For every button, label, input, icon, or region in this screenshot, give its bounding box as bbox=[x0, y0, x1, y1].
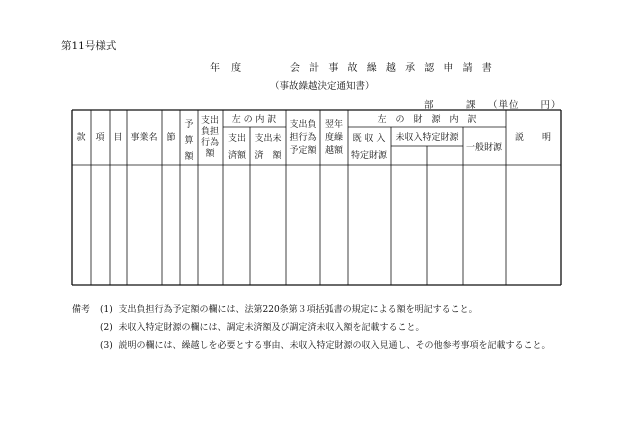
header-futan-2: 負担 bbox=[200, 127, 220, 137]
header-sa-uchiwake: 左 の 内 訳 bbox=[231, 115, 277, 125]
header-ippan: 一般財源 bbox=[465, 143, 503, 153]
header-mi-1: 支出未 bbox=[254, 134, 282, 144]
header-yokunendo-2: 度繰 bbox=[324, 133, 344, 143]
header-mi-2: 済 額 bbox=[254, 151, 282, 161]
header-mishunyu: 未収入特定財源 bbox=[395, 133, 459, 143]
note-text: 支出負担行為予定額の欄には、法第220条第３項括弧書の規定による額を明記すること。 bbox=[118, 305, 478, 315]
header-yosan-1: 予 bbox=[184, 120, 194, 130]
notes-label: 備考 bbox=[72, 305, 91, 315]
header-kan: 款 bbox=[76, 133, 86, 143]
note-number: (2) bbox=[100, 323, 113, 333]
header-kou: 項 bbox=[95, 133, 105, 143]
form-number: 第11号様式 bbox=[61, 40, 117, 52]
header-setsu: 節 bbox=[166, 133, 176, 143]
header-yosan-2: 算 bbox=[184, 136, 194, 146]
header-kishunyu-2: 特定財源 bbox=[350, 151, 388, 161]
header-yosan-3: 額 bbox=[184, 152, 194, 162]
section-label: 課 bbox=[466, 100, 476, 111]
unit-note: （単位 円） bbox=[488, 100, 562, 111]
notes-section bbox=[72, 301, 551, 355]
department-label: 部 bbox=[424, 100, 434, 111]
header-yokunendo-3: 越額 bbox=[324, 146, 344, 156]
note-number: (1) bbox=[100, 305, 113, 315]
document-title: 会 計 事 故 繰 越 承 認 申 請 書 bbox=[290, 63, 495, 74]
note-text: 説明の欄には、繰越しを必要とする事由、未収入特定財源の収入見通し、その他参考事項を記載すること。 bbox=[118, 341, 551, 351]
header-setsumei: 説 明 bbox=[514, 133, 552, 143]
note-item-2 bbox=[72, 319, 551, 337]
note-item-3 bbox=[72, 337, 551, 355]
header-yokunendo-1: 翌年 bbox=[324, 120, 344, 130]
note-text: 未収入特定財源の欄には、調定未済額及び調定済未収入額を記載すること。 bbox=[118, 323, 425, 333]
header-futan-3: 行為 bbox=[200, 138, 220, 148]
header-kishunyu-1: 既 収 入 bbox=[352, 134, 386, 144]
header-futan-1: 支出 bbox=[200, 116, 220, 126]
header-moku: 目 bbox=[113, 133, 123, 143]
note-item-1 bbox=[72, 301, 551, 319]
header-yotei-2: 担行為 bbox=[289, 133, 317, 143]
header-futan-4: 額 bbox=[205, 149, 215, 159]
document-subtitle: （事故繰越決定通知書） bbox=[270, 81, 375, 92]
header-zumi-1: 支出 bbox=[227, 134, 247, 144]
header-sa-zaigen: 左 の 財 源 内 訳 bbox=[377, 115, 477, 125]
title-fiscal-year: 年 度 bbox=[210, 63, 246, 74]
note-number: (3) bbox=[100, 341, 113, 351]
header-jigyomei: 事業名 bbox=[130, 133, 158, 143]
header-yotei-1: 支出負 bbox=[289, 120, 317, 130]
header-zumi-2: 済額 bbox=[227, 151, 247, 161]
header-yotei-3: 予定額 bbox=[289, 146, 317, 156]
